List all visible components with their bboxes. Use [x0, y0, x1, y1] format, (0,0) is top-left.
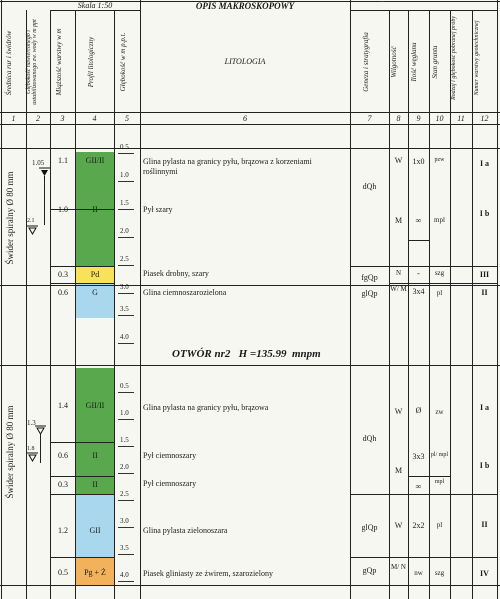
carbonate-s1-4: 3x4	[412, 287, 425, 296]
profile-symbol-s1-2: II	[92, 205, 98, 214]
depth-tick-label: 2.5	[120, 255, 129, 263]
depth-tick-label: 0.5	[120, 382, 129, 390]
description-s1-2: Pył szary	[143, 205, 173, 214]
depth-tick-label: 2.5	[120, 490, 129, 498]
carbonate-s1-2: ∞	[415, 216, 422, 225]
col-header-5: Głębokość w m p.p.t.	[119, 32, 127, 92]
state-s1-1: pzw	[434, 157, 445, 163]
water-depth-s1-a: 1.05	[32, 159, 45, 167]
depth-tick-label: 1.5	[120, 436, 129, 444]
depth-tick-mark	[118, 237, 134, 238]
profile-block-s1-l2	[76, 209, 114, 266]
col-header-11: Rodzaj i głębokość pobranej próby	[451, 16, 457, 100]
water-level-marker-icon	[27, 452, 39, 464]
depth-tick-mark	[118, 500, 134, 501]
thickness-s1-1: 1.1	[58, 156, 68, 165]
carbonate-s1-3: -	[417, 269, 420, 278]
thickness-s2-2: 0.6	[58, 451, 68, 460]
col-header-9: Ilość węglanu	[410, 42, 418, 82]
moisture-s1-3: N	[395, 269, 402, 277]
thickness-s2-5: 0.5	[58, 568, 68, 577]
genesis-s2-main: dQh	[362, 434, 377, 443]
water-depth-s1-b: 2.1	[27, 218, 35, 224]
depth-tick-label: 3.0	[120, 517, 129, 525]
col-header-1: Średnica rur i świdrów	[5, 30, 13, 96]
depth-tick-mark	[118, 527, 134, 528]
depth-tick-mark	[118, 473, 134, 474]
description-s2-4: Glina pylasta zielonoszara	[143, 526, 228, 535]
depth-tick-label: 3.0	[120, 283, 129, 291]
description-s1-4: Glina ciemnoszarozielona	[143, 288, 227, 297]
drill-label-s2: Świder spiralny Ø 80 mm	[5, 405, 15, 499]
depth-tick-label: 3.5	[120, 544, 129, 552]
depth-tick-label: 2.0	[120, 227, 129, 235]
col-header-7: Geneza i stratygrafia	[362, 32, 370, 92]
description-s2-3: Pył ciemnoszary	[143, 479, 197, 488]
col-num-3: 3	[60, 114, 65, 123]
geotech-layer-s2-5: IV	[480, 569, 489, 578]
profile-symbol-s1-1: GII/II	[85, 156, 105, 165]
depth-tick-mark	[118, 343, 134, 344]
water-depth-s2-a: 1.3	[27, 419, 36, 427]
profile-symbol-s2-4: GII	[89, 526, 101, 535]
genesis-s2-5: gQp	[362, 566, 377, 575]
moisture-s2-4: W	[394, 521, 403, 530]
thickness-s1-4: 0.6	[58, 288, 68, 297]
depth-tick-label: 1.0	[120, 409, 129, 417]
col-header-3: Miąższość warstwy w m	[55, 28, 63, 96]
depth-tick-mark	[118, 446, 134, 447]
state-s2-1: zw	[435, 408, 444, 416]
description-s1-1: Glina pylasta na granicy pyłu, brązowa z korzeniami roślinnymi	[143, 157, 312, 176]
carbonate-s2-3: ∞	[415, 482, 422, 491]
col-header-10: Stan gruntu	[431, 45, 439, 79]
state-s2-4: pl	[436, 521, 443, 529]
profile-symbol-s2-1: GII/II	[85, 401, 105, 410]
description-s1-3: Piasek drobny, szary	[143, 269, 209, 278]
depth-tick-mark	[118, 554, 134, 555]
depth-tick-mark	[118, 293, 134, 294]
borehole-title	[172, 349, 321, 360]
geotech-layer-s2-4: II	[481, 520, 488, 529]
state-s2-5: szg	[434, 569, 445, 577]
carbonate-s2-2: 3x3	[412, 452, 425, 461]
col-num-4: 4	[92, 114, 97, 123]
col-num-12: 12	[480, 114, 489, 123]
depth-tick-mark	[118, 265, 134, 266]
water-level-marker-icon	[39, 167, 51, 181]
genesis-s1-4: glQp	[361, 289, 378, 298]
moisture-s2-5: M/ N	[391, 563, 406, 571]
thickness-s2-3: 0.3	[58, 480, 68, 489]
thickness-s2-1: 1.4	[58, 401, 68, 410]
depth-tick-label: 1.0	[120, 171, 129, 179]
depth-tick-mark	[118, 153, 134, 154]
depth-tick-label: 0.5	[120, 143, 129, 151]
state-s1-3: szg	[434, 269, 445, 277]
col-num-6: 6	[243, 114, 247, 123]
depth-tick-label: 4.0	[120, 333, 129, 341]
water-depth-s2-b: 1.8	[27, 446, 35, 452]
depth-tick-label: 4.0	[120, 571, 129, 579]
profile-symbol-s1-3: Pd	[90, 270, 100, 279]
drill-label-s1: Świder spiralny Ø 80 mm	[5, 171, 15, 265]
thickness-s2-4: 1.2	[58, 526, 68, 535]
water-level-marker-icon	[27, 225, 39, 237]
scale-label: Skala 1:50	[77, 1, 113, 10]
col-num-2: 2	[36, 114, 40, 123]
depth-tick-label: 1.5	[120, 199, 129, 207]
col-num-11: 11	[457, 114, 465, 123]
top-fragment: ...	[380, 0, 385, 4]
col-header-12: Numer warstwy geotechnicznej	[474, 20, 480, 96]
depth-tick-mark	[118, 181, 134, 182]
col-num-1: 1	[11, 114, 16, 123]
description-s2-2: Pył ciemnoszary	[143, 451, 197, 460]
depth-tick-mark	[118, 581, 134, 582]
profile-symbol-s2-5: Pg + Ż	[84, 568, 106, 577]
geotech-layer-s1-4: II	[481, 288, 488, 297]
moisture-s1-4: W/ M	[390, 285, 407, 293]
depth-tick-mark	[118, 392, 134, 393]
depth-tick-label: 2.0	[120, 463, 129, 471]
depth-tick-mark	[118, 209, 134, 210]
col-header-2: Głębokość nawierconego i ustabilizowanego zw. wody w m ppt	[26, 19, 39, 105]
borehole-number: OTWÓR nr2	[172, 348, 231, 360]
thickness-s1-2: 1.0	[58, 205, 68, 214]
moisture-s1-2: M	[394, 216, 403, 225]
depth-tick-mark	[118, 315, 134, 316]
col-num-7: 7	[367, 114, 372, 123]
genesis-s1-3: fgQp	[361, 273, 378, 282]
genesis-s1-main: dQh	[362, 182, 377, 191]
col-header-6: LITOLOGIA	[224, 57, 266, 66]
profile-symbol-s2-3: II	[92, 480, 98, 489]
geotech-layer-s2-3: I b	[479, 461, 490, 470]
depth-tick-label: 3.5	[120, 305, 129, 313]
geotech-layer-s1-1: I a	[479, 159, 490, 168]
col-num-8: 8	[396, 114, 401, 123]
moisture-s2-1: W	[394, 407, 403, 416]
borehole-elevation-unit: mnpm	[291, 348, 321, 360]
carbonate-s2-4: 2x2	[412, 521, 425, 530]
water-level-marker-icon	[35, 425, 47, 439]
thickness-s1-3: 0.3	[58, 270, 68, 279]
carbonate-s2-1: Ø	[415, 406, 422, 415]
col-num-10: 10	[435, 114, 444, 123]
profile-symbol-s2-2: II	[92, 451, 98, 460]
geotech-layer-s1-3: III	[479, 270, 490, 279]
moisture-s2-3: M	[394, 466, 403, 475]
state-s2-3: mpl	[434, 479, 445, 485]
genesis-s2-4: glQp	[361, 523, 378, 532]
state-s1-4: pl	[436, 289, 443, 297]
state-s2-2: pl/ mpl	[430, 452, 449, 458]
profile-symbol-s1-4: G	[92, 288, 98, 297]
col-num-9: 9	[416, 114, 421, 123]
borehole-elevation: H =135.99	[238, 348, 287, 360]
col-header-4: Profil litologiczny	[87, 36, 95, 88]
depth-tick-mark	[118, 419, 134, 420]
col-num-5: 5	[125, 114, 129, 123]
description-s2-1: Glina pylasta na granicy pyłu, brązowa	[143, 403, 269, 412]
description-s2-5: Piasek gliniasty ze żwirem, szarozielony	[143, 569, 273, 578]
opis-label: OPIS MAKROSKOPOWY	[195, 1, 295, 11]
carbonate-s1-1: 1x0	[412, 157, 425, 166]
state-s1-2: mpl	[434, 216, 445, 224]
carbonate-s2-5: nw	[414, 569, 423, 577]
moisture-s1-1: W	[394, 156, 403, 165]
geotech-layer-s1-2: I b	[479, 209, 490, 218]
geotech-layer-s2-1: I a	[479, 403, 490, 412]
col-header-8: Wilgotność	[390, 46, 398, 78]
